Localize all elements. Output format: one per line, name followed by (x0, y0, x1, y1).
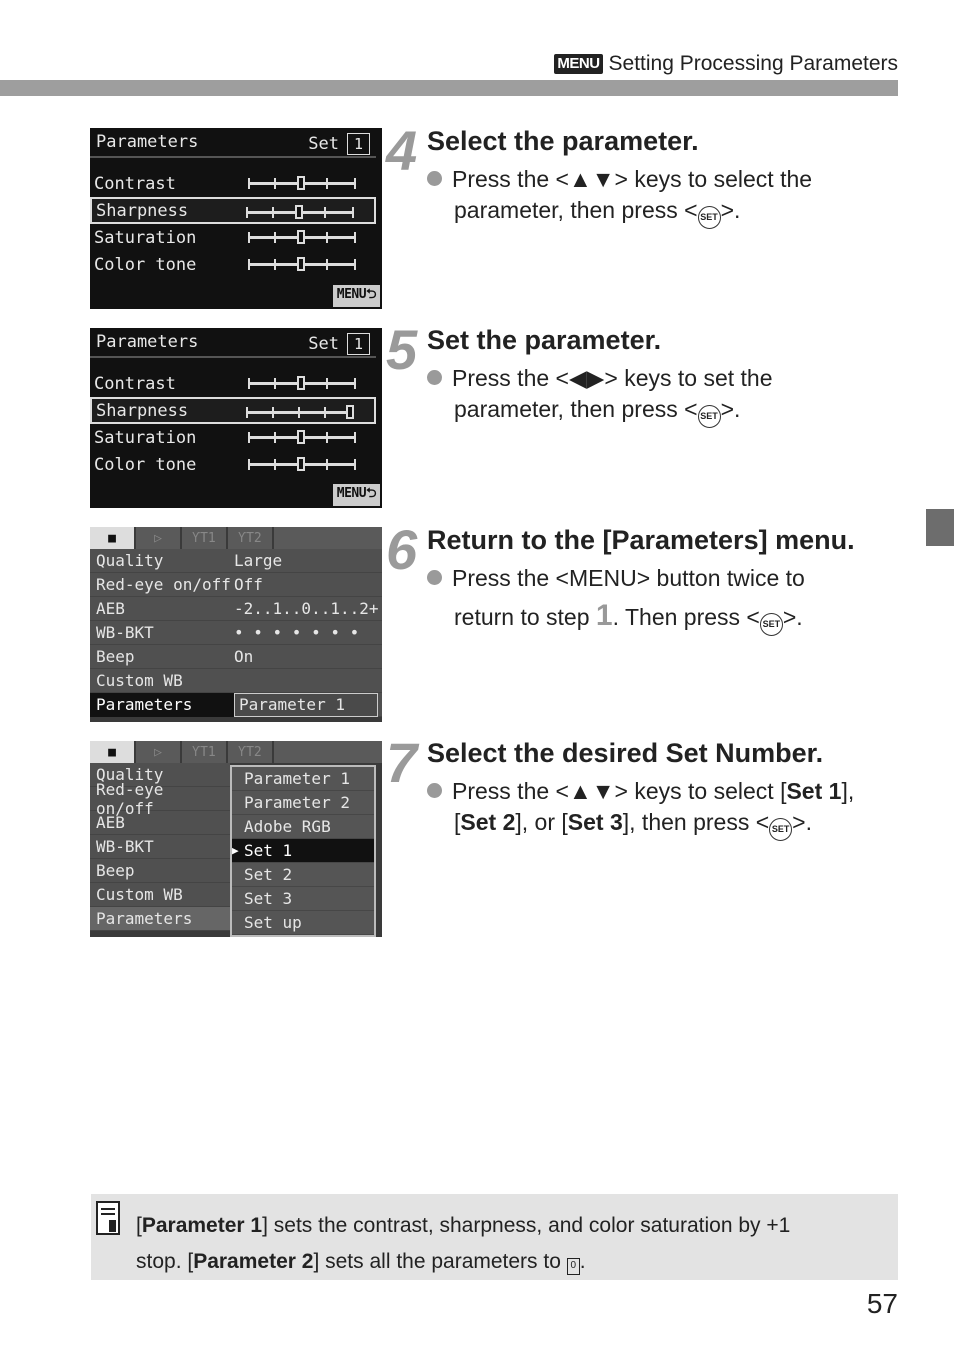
camera-tab-icon: ■ (90, 527, 136, 549)
set-button-icon: SET (760, 613, 783, 636)
lcd-menu-screen-step6 (90, 527, 382, 722)
lcd-option-selected: ▶ Set 1 (232, 839, 374, 863)
playback-tab-icon: ▷ (136, 741, 182, 763)
setup2-tab-icon: ƳT2 (228, 527, 274, 549)
lcd-menu-row: WB-BKT • • • • • • • (90, 621, 382, 645)
lcd-menu-row: Beep (90, 859, 230, 883)
lcd-row-color-tone: Color tone (90, 451, 382, 478)
set-button-icon: SET (698, 405, 721, 428)
step-7 (386, 731, 916, 848)
lcd-option: Set up (232, 911, 374, 935)
camera-tab-icon: ■ (90, 741, 136, 763)
lcd-set-label: Set (308, 134, 339, 154)
lcd-option: Parameter 1 (232, 767, 374, 791)
lcd-set-number: 1 (347, 133, 370, 155)
setup2-tab-icon: ƳT2 (228, 741, 274, 763)
lcd-menu-row: Red-eye on/off Off (90, 573, 382, 597)
lcd-menu-row: AEB (90, 811, 230, 835)
setup1-tab-icon: ƳT1 (182, 527, 228, 549)
note-box (91, 1194, 898, 1280)
bullet-icon (427, 370, 442, 385)
page-header (554, 52, 898, 76)
lcd-set-number: 1 (347, 333, 370, 355)
up-down-keys-icon: ▲▼ (568, 166, 615, 192)
step-number: 7 (386, 731, 415, 794)
step-title: Select the desired Set Number. (427, 738, 824, 768)
lcd-parameters-screen-step5 (90, 328, 382, 508)
lcd-menu-row: Quality Large (90, 549, 382, 573)
step-instructions: Press the <◀▶> keys to set the parameter, then press < SET >. (427, 363, 773, 428)
lcd-row-color-tone: Color tone (90, 251, 382, 278)
step-title: Select the parameter. (427, 126, 699, 156)
set-button-icon: SET (769, 818, 792, 841)
step-instructions: Press the <▲▼> keys to select [Set 1], [Set 2], or [Set 3], then press < SET >. (427, 776, 854, 841)
step-5 (386, 318, 916, 435)
lcd-menu-row: Red-eye on/off (90, 787, 230, 811)
lcd-option: Set 2 (232, 863, 374, 887)
lcd-row-sharpness: Sharpness (90, 397, 376, 424)
step-number: 6 (386, 518, 415, 581)
bullet-icon (427, 783, 442, 798)
lcd-parameters-screen-step4 (90, 128, 382, 309)
step-title: Set the parameter. (427, 325, 662, 355)
step-instructions: Press the <▲▼> keys to select the parameter, then press < SET >. (427, 164, 812, 229)
lcd-title: Parameters (96, 132, 199, 152)
chapter-tab (926, 509, 954, 546)
lcd-option: Adobe RGB (232, 815, 374, 839)
section-title: Setting Processing Parameters (608, 52, 898, 75)
page-number: 57 (866, 1288, 898, 1319)
zero-setting-icon: 0 (567, 1258, 580, 1275)
step-number: 4 (386, 119, 415, 182)
note-text: [Parameter 1] sets the contrast, sharpness, and color saturation by +1 stop. [Parameter 2] sets all the parameters to 0 . (136, 1214, 791, 1273)
step-ref-number: 1 (595, 599, 613, 632)
step-6 (386, 518, 916, 635)
lcd-menu-row: Beep On (90, 645, 382, 669)
lcd-title: Parameters (96, 332, 199, 352)
lcd-menu-row-parameters: Parameters Parameter 1 (90, 693, 382, 717)
lcd-option: Parameter 2 (232, 791, 374, 815)
up-down-keys-icon: ▲▼ (568, 778, 615, 804)
lcd-set-screen-step7 (90, 741, 382, 937)
bullet-icon (427, 171, 442, 186)
lcd-row-contrast: Contrast (90, 370, 382, 397)
left-right-keys-icon: ◀▶ (568, 365, 605, 391)
step-4 (386, 119, 916, 236)
lcd-option: Set 3 (232, 887, 374, 911)
step-instructions: Press the <MENU> button twice to return to step 1. Then press < SET >. (427, 563, 805, 636)
lcd-menu-row: WB-BKT (90, 835, 230, 859)
lcd-menu-row: Custom WB (90, 883, 230, 907)
menu-button-icon: MENU (568, 565, 637, 591)
setup1-tab-icon: ƳT1 (182, 741, 228, 763)
step-number: 5 (386, 318, 415, 381)
memo-icon (95, 1200, 121, 1236)
set-button-icon: SET (698, 206, 721, 229)
lcd-row-sharpness: Sharpness (90, 197, 376, 224)
step-title: Return to the [Parameters] menu. (427, 525, 855, 555)
bullet-icon (427, 570, 442, 585)
lcd-menu-row: Quality (90, 763, 230, 787)
header-rule (0, 80, 898, 96)
lcd-submenu (230, 765, 376, 937)
lcd-menu-row: AEB -2..1..0..1..2+ (90, 597, 382, 621)
lcd-row-saturation: Saturation (90, 424, 382, 451)
playback-tab-icon: ▷ (136, 527, 182, 549)
menu-icon: MENU (554, 54, 602, 74)
lcd-menu-row: Custom WB (90, 669, 382, 693)
lcd-menu-return-icon: MENU⮌ (333, 484, 380, 506)
lcd-set-label: Set (308, 334, 339, 354)
lcd-row-contrast: Contrast (90, 170, 382, 197)
lcd-row-saturation: Saturation (90, 224, 382, 251)
lcd-menu-row: Parameters (90, 907, 230, 931)
lcd-menu-return-icon: MENU⮌ (333, 285, 380, 307)
